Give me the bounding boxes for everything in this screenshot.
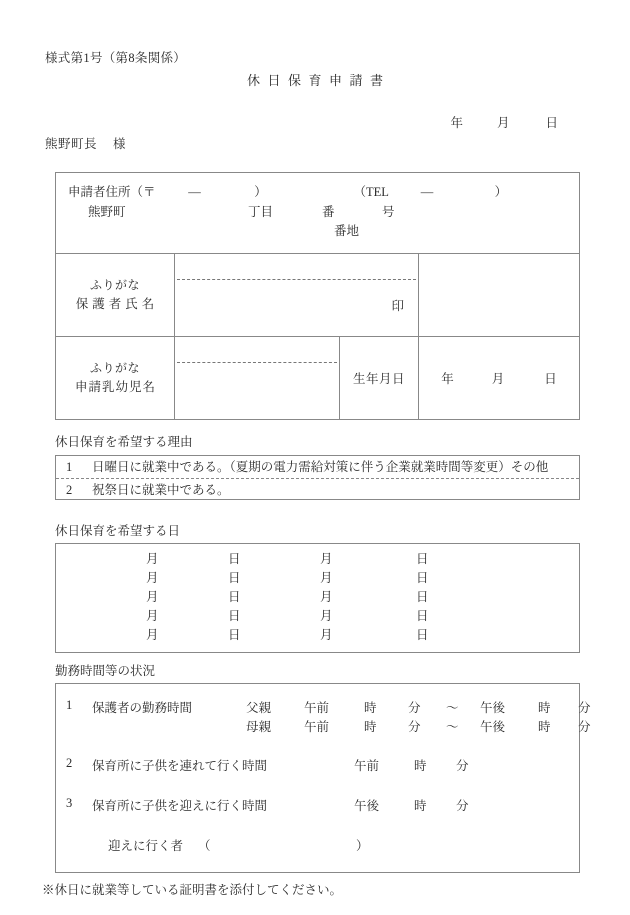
work-item-3-number: 3	[66, 796, 73, 810]
addressee-name: 熊野町長	[45, 137, 98, 151]
mother-label: 母親	[246, 720, 272, 734]
days-row-3-month-2: 月	[320, 590, 333, 604]
reason-item-1-text: 日曜日に就業中である。（夏期の電力需給対策に伴う企業就業時間等変更）その他	[92, 460, 549, 474]
guardian-furigana-label: ふりがな	[89, 278, 140, 293]
dob-label-cell: 生年月日	[340, 337, 419, 420]
child-furigana-label: ふりがな	[89, 361, 140, 376]
mother-end-minute-label: 分	[578, 720, 591, 734]
date-month-label: 月	[496, 116, 510, 130]
ban-label: 番	[322, 205, 335, 219]
pickup-person-label: 迎えに行く者	[108, 839, 184, 853]
child-furigana-rule	[177, 362, 337, 363]
tel-dash: —	[420, 185, 434, 199]
footnote: ※休日に就業等している証明書を添付してください。	[42, 883, 343, 897]
work-item-2-number: 2	[66, 756, 73, 770]
days-row[interactable]	[56, 626, 579, 645]
days-row[interactable]	[56, 569, 579, 588]
child-label-cell	[56, 337, 175, 420]
days-row-4-day-2: 日	[416, 609, 429, 623]
mother-start-minute-label: 分	[408, 720, 421, 734]
reason-item-2-text: 祝祭日に就業中である。	[92, 483, 230, 497]
address-cell[interactable]	[56, 173, 580, 254]
dropoff-am-label: 午前	[354, 759, 380, 773]
seal-mark: 印	[391, 299, 404, 313]
mother-end-hour-label: 時	[538, 720, 551, 734]
days-row[interactable]	[56, 607, 579, 626]
reason-item-2[interactable]	[56, 479, 579, 501]
days-row-5-month: 月	[146, 628, 159, 642]
father-label: 父親	[246, 701, 272, 715]
pickup-hour-label: 時	[414, 799, 427, 813]
days-row-3-day-2: 日	[416, 590, 429, 604]
work-section-caption: 勤務時間等の状況	[55, 664, 156, 678]
days-row-5-day: 日	[228, 628, 241, 642]
reason-box	[55, 455, 580, 500]
days-row-3-day: 日	[228, 590, 241, 604]
work-item-2[interactable]	[56, 756, 579, 776]
tel-close-paren: ）	[494, 185, 508, 199]
days-row[interactable]	[56, 588, 579, 607]
guardian-furigana-rule	[177, 279, 416, 280]
days-row-3-month: 月	[146, 590, 159, 604]
chome-label: 丁目	[248, 205, 274, 219]
reason-item-1[interactable]	[56, 456, 579, 479]
days-row-1-day-2: 日	[416, 552, 429, 566]
date-day-label: 日	[545, 116, 558, 130]
postal-dash: —	[188, 185, 201, 199]
father-am-label: 午前	[304, 701, 330, 715]
days-row-1-month: 月	[146, 552, 159, 566]
postal-close-paren: ）	[254, 185, 267, 199]
address-row	[56, 173, 580, 254]
work-item-1-label: 保護者の勤務時間	[92, 701, 193, 715]
father-start-hour-label: 時	[364, 701, 377, 715]
father-range-tilde: 〜	[446, 701, 459, 715]
child-row	[56, 337, 580, 420]
dob-day-label: 日	[544, 372, 557, 386]
days-row-5-month-2: 月	[320, 628, 333, 642]
reason-item-2-number: 2	[66, 483, 73, 497]
child-name-input-cell[interactable]	[175, 337, 340, 420]
mother-range-tilde: 〜	[446, 720, 459, 734]
dob-month-label: 月	[491, 372, 505, 386]
address-line-town	[88, 202, 395, 220]
days-row-4-month-2: 月	[320, 609, 333, 623]
dropoff-minute-label: 分	[456, 759, 469, 773]
child-name-label: 申請乳幼児名	[74, 379, 156, 394]
dob-value-cell[interactable]	[419, 337, 580, 420]
father-end-minute-label: 分	[578, 701, 591, 715]
gou-label: 号	[382, 205, 395, 219]
guardian-row	[56, 254, 580, 337]
days-row-2-month: 月	[146, 571, 159, 585]
mother-am-label: 午前	[304, 720, 330, 734]
addressee-suffix: 様	[113, 137, 126, 151]
banchi-label: 番地	[334, 224, 360, 238]
days-row-5-day-2: 日	[416, 628, 429, 642]
days-row-2-day-2: 日	[416, 571, 429, 585]
work-item-2-label: 保育所に子供を連れて行く時間	[92, 759, 268, 773]
reason-item-1-number: 1	[66, 460, 73, 474]
work-item-1[interactable]	[56, 698, 591, 738]
days-section-caption: 休日保育を希望する日	[55, 524, 181, 538]
work-box	[55, 683, 591, 873]
dropoff-hour-label: 時	[414, 759, 427, 773]
guardian-name-label: 保護者氏名	[75, 296, 159, 311]
document-title: 休日保育申請書	[246, 73, 391, 88]
date-year-label: 年	[450, 116, 463, 130]
mother-start-hour-label: 時	[364, 720, 377, 734]
guardian-blank-cell[interactable]	[419, 254, 580, 337]
days-row-4-day: 日	[228, 609, 241, 623]
father-end-hour-label: 時	[538, 701, 551, 715]
submission-date-line	[0, 113, 558, 131]
tel-label: （TEL	[353, 185, 389, 199]
pickup-pm-label: 午後	[354, 799, 380, 813]
father-pm-label: 午後	[480, 701, 506, 715]
days-row-2-month-2: 月	[320, 571, 333, 585]
reason-section-caption: 休日保育を希望する理由	[55, 435, 193, 449]
pickup-person-open-paren: （	[198, 839, 211, 853]
days-row-2-day: 日	[228, 571, 241, 585]
father-start-minute-label: 分	[408, 701, 421, 715]
guardian-label-cell	[56, 254, 175, 337]
work-item-1-number: 1	[66, 698, 73, 712]
days-row[interactable]	[56, 550, 579, 569]
address-line-postal-tel	[68, 182, 537, 200]
guardian-name-input-cell[interactable]	[175, 254, 419, 337]
mother-pm-label: 午後	[480, 720, 506, 734]
days-box	[55, 543, 580, 653]
days-row-1-month-2: 月	[320, 552, 333, 566]
days-row-4-month: 月	[146, 609, 159, 623]
work-item-3[interactable]	[56, 796, 579, 816]
work-item-3-label: 保育所に子供を迎えに行く時間	[92, 799, 268, 813]
address-label: 申請者住所（〒	[68, 185, 156, 199]
pickup-minute-label: 分	[456, 799, 469, 813]
addressee	[45, 134, 126, 152]
pickup-person-close-paren: ）	[356, 839, 369, 853]
form-code: 様式第1号（第8条関係）	[45, 51, 187, 65]
town-label: 熊野町	[88, 205, 126, 219]
work-item-4[interactable]	[56, 836, 579, 856]
applicant-table	[55, 172, 580, 420]
dob-year-label: 年	[441, 372, 454, 386]
days-row-1-day: 日	[228, 552, 241, 566]
